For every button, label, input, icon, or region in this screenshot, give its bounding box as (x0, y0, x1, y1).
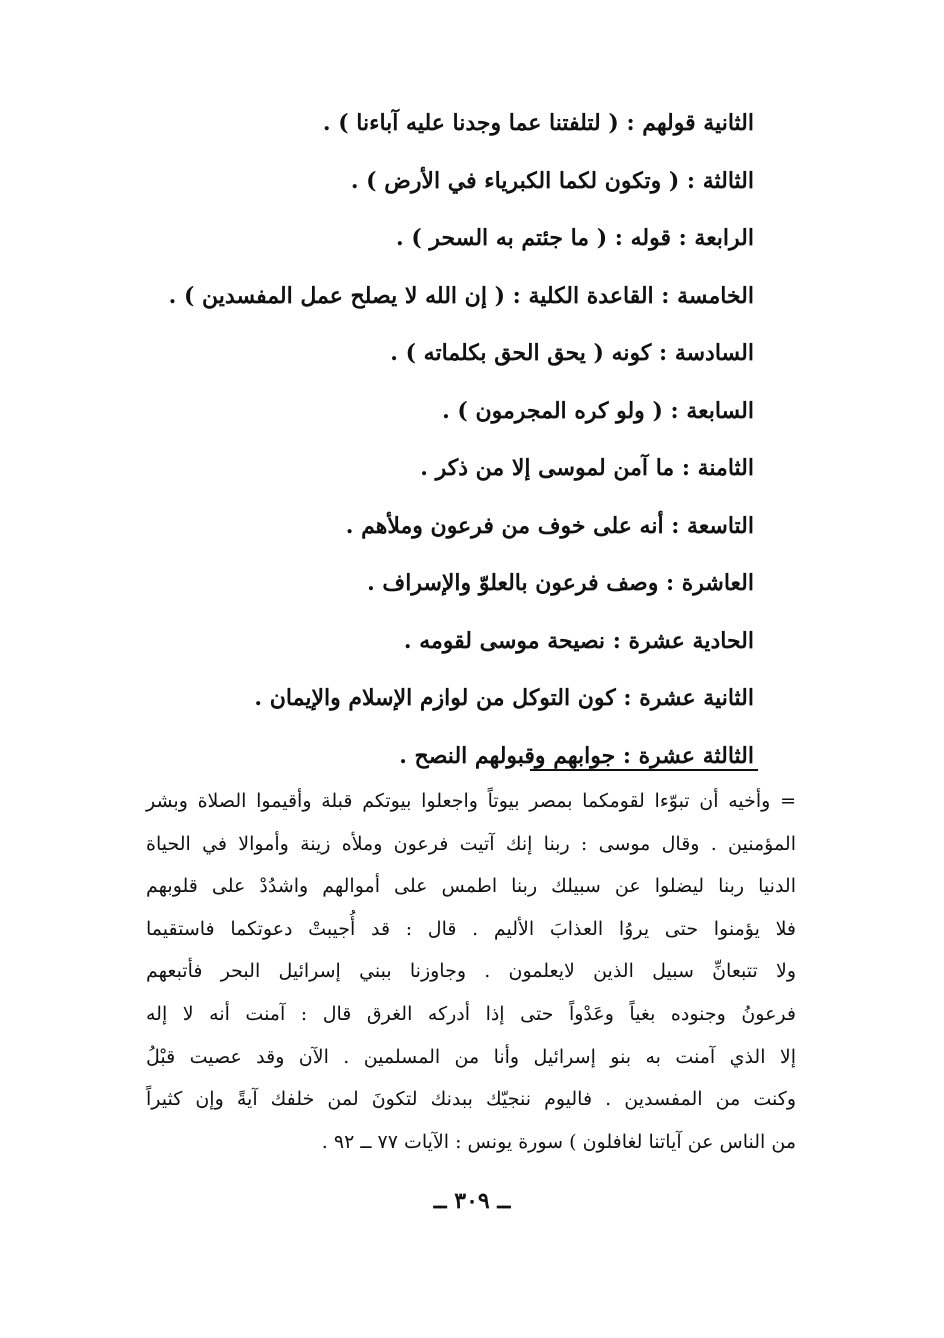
footnote-line: فلا يؤمنوا حتى يروُا العذابَ الأليم . قال : قد أُجيبتْ دعوتكما فاستقيما (146, 917, 796, 940)
point-6: السادسة : كونه ( يحق الحق بكلماته ) . (390, 340, 754, 366)
footnote-line: فرعونُ وجنوده بغياً وعَدْواً حتى إذا أدركه الغرق قال : آمنت أنه لا إله (146, 1002, 796, 1025)
footnote-line: الدنيا ربنا ليضلوا عن سبيلك ربنا اطمس على أموالهم واشدُدْ على قلوبهم (146, 875, 796, 898)
point-8: الثامنة : ما آمن لموسى إلا من ذكر . (420, 455, 754, 481)
footnote-line: ولا تتبعانِّ سبيل الذين لايعلمون . وجاوزنا ببني إسرائيل البحر فأتبعهم (146, 960, 796, 983)
footnote-line: وكنت من المفسدين . فاليوم ننجيّك ببدنك لتكونَ لمن خلفك آيةً وإن كثيراً (146, 1088, 796, 1111)
page-number: ــ ٣٠٩ ــ (433, 1188, 511, 1214)
footnote-line: إلا الذي آمنت به بنو إسرائيل وأنا من المسلمين . الآن وقد عصيت قبْلُ (146, 1045, 796, 1068)
point-3: الثالثة : ( وتكون لكما الكبرياء في الأرض ) . (350, 167, 754, 194)
point-4: الرابعة : قوله : ( ما جئتم به السحر ) . (396, 225, 754, 251)
point-7: السابعة : ( ولو كره المجرمون ) . (442, 397, 754, 424)
footnote-line: من الناس عن آياتنا لغافلون ) سورة يونس : الآيات ٧٧ ــ ٩٢ . (321, 1130, 796, 1153)
point-9: التاسعة : أنه على خوف من فرعون وملأهم . (345, 512, 754, 539)
footnote-separator (530, 769, 758, 771)
point-12: الثانية عشرة : كون التوكل من لوازم الإسلام والإيمان . (254, 685, 754, 711)
point-2: الثانية قولهم : ( لتلفتنا عما وجدنا عليه آباءنا ) . (322, 110, 754, 136)
footnote-line: المؤمنين . وقال موسى : ربنا إنك آتيت فرعون وملأه زينة وأموالا في الحياة (146, 832, 796, 855)
point-5: الخامسة : القاعدة الكلية : ( إن الله لا يصلح عمل المفسدين ) . (168, 282, 754, 309)
point-10: العاشرة : وصف فرعون بالعلوّ والإسراف . (367, 570, 754, 596)
points-list (154, 98, 754, 788)
footnote-line: = وأخيه أن تبوّءا لقومكما بمصر بيوتاً واجعلوا بيوتكم قبلة وأقيموا الصلاة وبشر (146, 790, 796, 812)
point-11: الحادية عشرة : نصيحة موسى لقومه . (403, 627, 754, 654)
footnote (146, 780, 796, 1163)
point-13: الثالثة عشرة : جوابهم وقبولهم النصح . (399, 742, 754, 769)
